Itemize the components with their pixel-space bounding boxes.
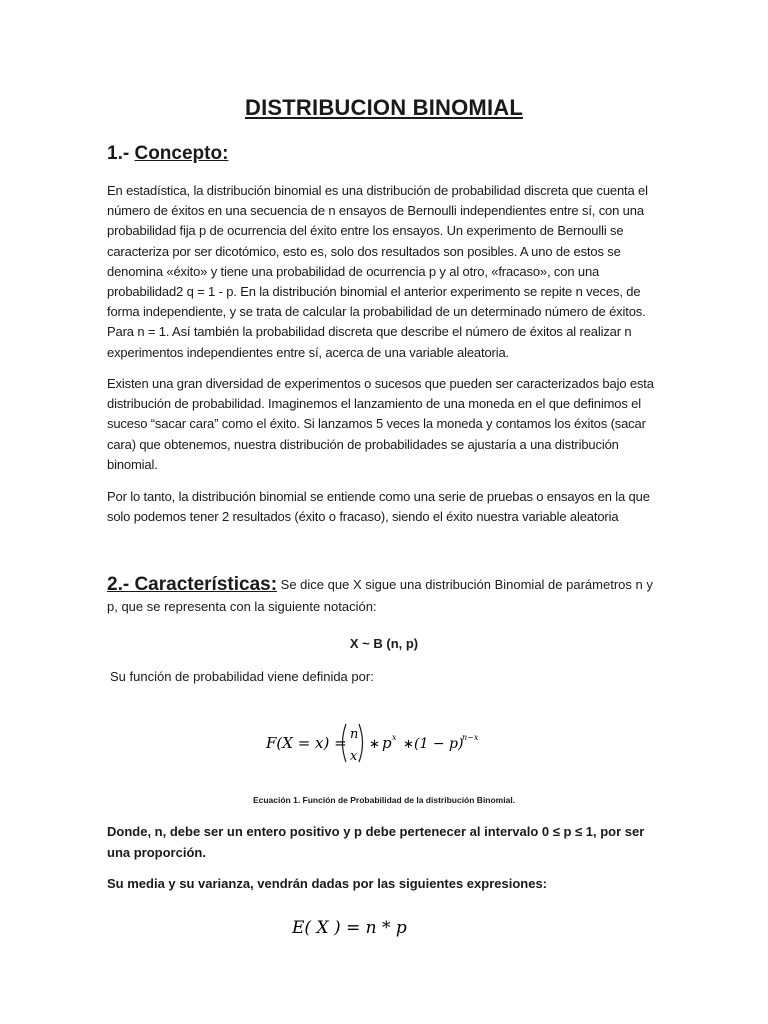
binom-top: n (350, 727, 359, 742)
section-1-title: Concepto: (134, 143, 229, 164)
probability-function-intro: Su función de probabilidad viene definida por: (110, 669, 374, 684)
formula-exponent-x: x (392, 733, 397, 742)
formula-exponent-n-x: n−x (462, 733, 479, 742)
binom-bottom: x (350, 749, 358, 764)
parameter-conditions: Donde, n, debe ser un entero positivo y p debe pertenecer al intervalo 0 ≤ p ≤ 1, por ser una proporción. (107, 824, 645, 860)
binomial-probability-formula (262, 718, 502, 768)
section-2-text: Se dice que X sigue una distribución Binomial de parámetros n y p, que se representa con la siguiente notación: (107, 577, 653, 614)
formula-lhs: F(X = x) = (266, 734, 347, 752)
mean-variance-intro: Su media y su varianza, vendrán dadas por las siguientes expresiones: (107, 876, 548, 891)
binom-right-paren (359, 724, 363, 762)
paragraph-examples: Existen una gran diversidad de experimentos o sucesos que pueden ser caracterizados bajo esta distribución de probabilidad. Imaginemos el lanzamiento de una moneda en el que definimos el suceso “sacar cara” como el éxito. Si lanzamos 5 veces la moneda y contamos los éxitos (sacar cara) que obtenemos, nuestra distribución de probabilidades se ajustaría a una distribución binomial. (107, 376, 654, 472)
binomial-notation: X ~ B (n, p) (349, 636, 419, 651)
formula-complement: (1 − p) (414, 736, 464, 752)
formula-p: p (382, 734, 392, 752)
document-title: DISTRIBUCION BINOMIAL (245, 95, 523, 120)
section-2-paragraph (107, 574, 667, 618)
mean-formula (290, 912, 430, 942)
formula-star-1: ∗ (369, 737, 380, 752)
section-2-heading: 2.- Características: (107, 574, 278, 595)
formula-star-2: ∗ (403, 737, 414, 752)
equation-caption: Ecuación 1. Función de Probabilidad de la distribución Binomial. (252, 795, 516, 805)
paragraph-conclusion: Por lo tanto, la distribución binomial se entiende como una serie de pruebas o ensayos en la que solo podemos tener 2 resultados (éxito o fracaso), siendo el éxito nuestra variable aleatoria (107, 489, 650, 525)
section-1-heading (107, 143, 228, 165)
section-1-number: 1.- (107, 143, 130, 164)
paragraph-concept: En estadística, la distribución binomial es una distribución de probabilidad discreta que cuenta el número de éxitos en una secuencia de n ensayos de Bernoulli independientes entre sí, con una probabilidad fija p de ocurrencia del éxito entre los ensayos. Un experimento de Bernoulli se caracteriza por ser dicotómico, esto es, solo dos resultados son posibles. A uno de estos se denomina «éxito» y tiene una probabilidad de ocurrencia p y al otro, «fracaso», con una probabilidad2 q = 1 - p. En la distribución binomial el anterior experimento se repite n veces, de forma independiente, y se trata de calcular la probabilidad de un determinado número de éxitos. Para n = 1. Así también la probabilidad discreta que describe el número de éxitos al realizar n experimentos independientes entre sí, acerca de una variable aleatoria. (107, 183, 648, 360)
mean-formula-text: E( X ) = n * p (292, 918, 407, 938)
